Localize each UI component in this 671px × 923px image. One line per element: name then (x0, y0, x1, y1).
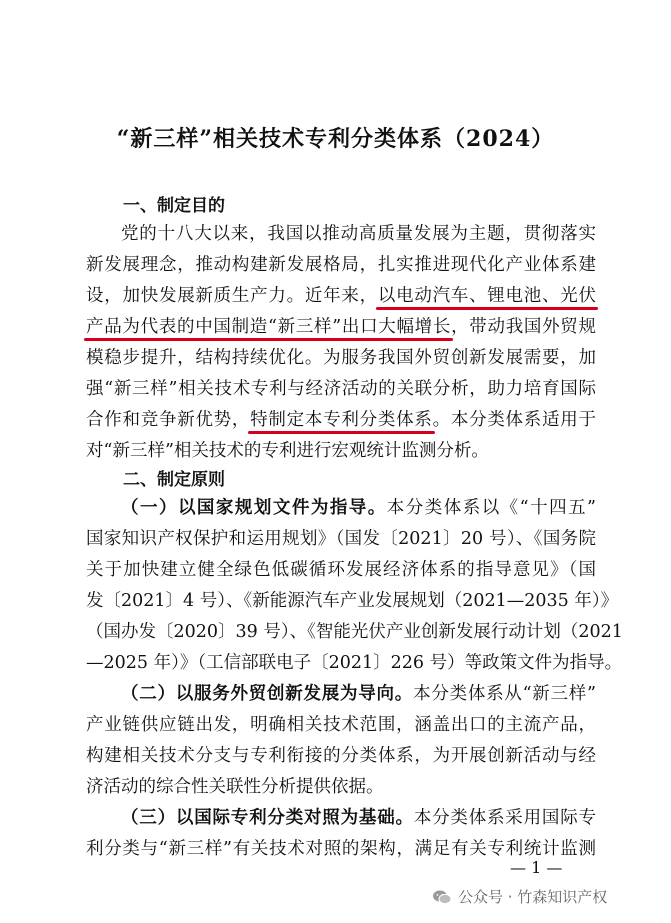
text-run: 关于加快建立健全绿色低碳循环发展经济体系的指导意见》（国 (86, 560, 596, 580)
paragraph-line (86, 315, 596, 339)
section-heading-purpose: 一、制定目的 (123, 196, 225, 216)
paragraph-line (86, 253, 596, 277)
paragraph-line (86, 775, 596, 799)
watermark (432, 886, 607, 907)
paragraph-line (121, 222, 596, 246)
text-run: 对“新三样”相关技术的专利进行宏观统计监测分析。 (86, 441, 489, 461)
paragraph-line (86, 589, 619, 613)
paragraph-line (86, 713, 596, 737)
text-run: 产业链供应链出发，明确相关技术范围，涵盖出口的主流产品， (86, 715, 596, 735)
paragraph-line (86, 284, 596, 308)
text-run: 设，加快发展新质生产力。近年来， (86, 286, 378, 306)
paragraph-line (86, 408, 596, 432)
paragraph-line (121, 682, 596, 706)
text-run: —2025 年）》（工信部联电子〔2021〕226 号）等政策文件为指导。 (86, 653, 623, 673)
section-heading-principles: 二、制定原则 (123, 470, 225, 490)
paragraph-line (86, 744, 596, 768)
text-run: 利分类与“新三样”有关技术对照的架构，满足有关专利统计监测 (86, 839, 596, 859)
text-run: 本分类体系以《“十四五” (386, 498, 596, 518)
watermark-text: 公众号 · 竹森知识产权 (458, 888, 608, 906)
subheading: （三）以国际专利分类对照为基础。 (121, 808, 414, 828)
text-run: 党的十八大以来，我国以推动高质量发展为主题，贯彻落实 (121, 224, 596, 244)
paragraph-line (86, 651, 623, 675)
paragraph-line (86, 558, 596, 582)
highlighted-text: 以电动汽车、锂电池、光伏 (377, 286, 597, 306)
page-number: — 1 — (510, 858, 563, 877)
highlighted-text: 特制定本专利分类体系 (250, 410, 433, 430)
subheading: （二）以服务外贸创新发展为导向。 (121, 684, 414, 704)
text-run: 构建相关技术分支与专利衔接的分类体系，为开展创新活动与经 (86, 746, 596, 766)
text-run: 济活动的综合性关联性分析提供依据。 (86, 777, 384, 797)
subheading: （一）以国家规划文件为指导。 (121, 498, 387, 518)
paragraph-line (86, 527, 596, 551)
text-run: 。本分类体系适用于 (432, 410, 597, 430)
text-run: 本分类体系采用国际专 (413, 808, 597, 828)
text-run: 强“新三样”相关技术专利与经济活动的关联分析，助力培育国际 (86, 379, 596, 399)
paragraph-line (86, 346, 596, 370)
wechat-icon (432, 889, 452, 905)
paragraph-line (86, 620, 623, 644)
text-run: ，带动我国外贸规 (451, 317, 596, 337)
text-run: 新发展理念，推动构建新发展格局，扎实推进现代化产业体系建 (86, 255, 596, 275)
text-run: 合作和竞争新优势， (86, 410, 251, 430)
paragraph-line (86, 377, 596, 401)
text-run: （国办发〔2020〕39 号）、《智能光伏产业创新发展行动计划（2021 (86, 622, 623, 642)
highlighted-text: 产品为代表的中国制造“新三样”出口大幅增长 (86, 317, 452, 337)
text-run: 国家知识产权保护和运用规划》（国发〔2021〕20 号）、《国务院 (86, 529, 596, 549)
paragraph-line (121, 806, 596, 830)
paragraph-line (121, 496, 596, 520)
text-run: 本分类体系从“新三样” (413, 684, 596, 704)
document-title: “新三样”相关技术专利分类体系（2024） (116, 126, 555, 152)
text-run: 模稳步提升，结构持续优化。为服务我国外贸创新发展需要，加 (86, 348, 596, 368)
text-run: 发〔2021〕4 号）、《新能源汽车产业发展规划（2021—2035 年）》 (86, 591, 619, 611)
paragraph-line (86, 439, 596, 463)
